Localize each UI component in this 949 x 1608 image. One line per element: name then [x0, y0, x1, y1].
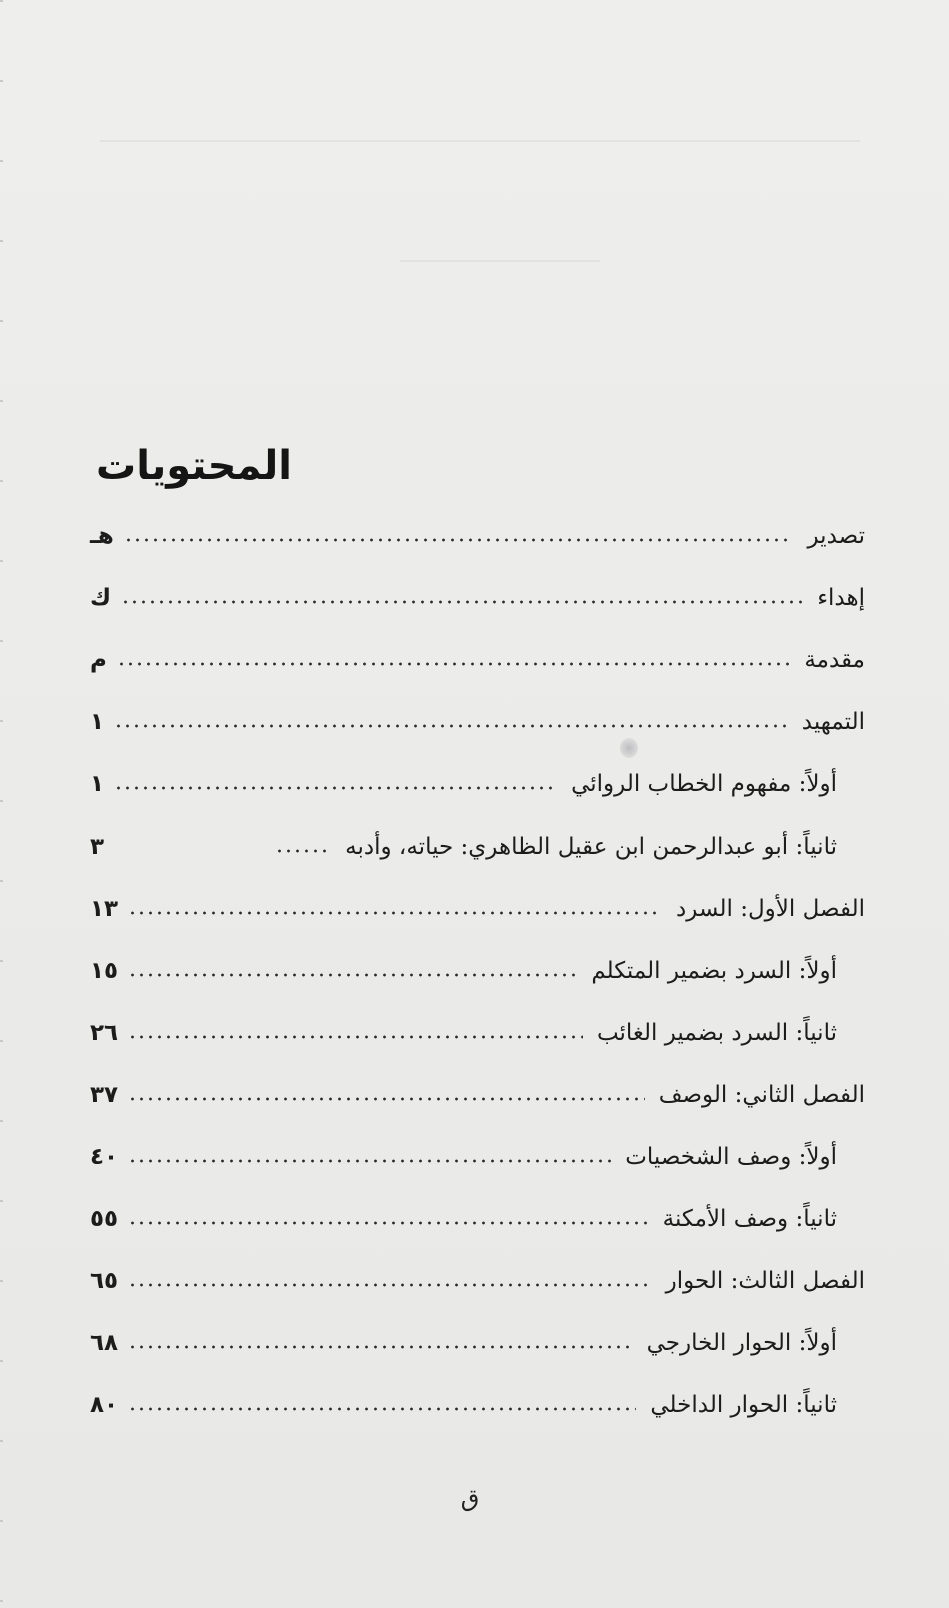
- toc-page-number: ٨٠: [90, 1392, 119, 1419]
- toc-page-number: ٤٠: [90, 1143, 119, 1170]
- dot-leader: [128, 1221, 649, 1225]
- dot-leader: [128, 911, 662, 915]
- toc-entry-label: الفصل الثالث: الحوار: [665, 1268, 865, 1295]
- dot-leader: [128, 1097, 645, 1101]
- page-folio: ق: [460, 1484, 480, 1512]
- toc-row: [90, 1002, 865, 1064]
- toc-page-number: ٥٥: [90, 1206, 119, 1233]
- toc-row: [90, 691, 865, 753]
- show-through-line: [400, 260, 600, 262]
- toc-row: [90, 505, 865, 567]
- toc-entry-label: الفصل الأول: السرد: [676, 895, 865, 922]
- page-edge-marks: [0, 0, 3, 1608]
- toc-row: [90, 753, 865, 815]
- toc-entry-label: ثانياً: السرد بضمير الغائب: [596, 1019, 837, 1046]
- toc-row: [90, 940, 865, 1002]
- toc-entry-label: التمهيد: [801, 709, 865, 736]
- toc-page-number: ١: [90, 709, 105, 736]
- toc-row: [90, 1064, 865, 1126]
- toc-entry-label: ثانياً: الحوار الداخلي: [650, 1392, 837, 1419]
- dot-leader: [121, 600, 803, 604]
- toc-row: [90, 567, 865, 629]
- toc-entry-label: ثانياً: أبو عبدالرحمن ابن عقيل الظاهري: حياته، وأدبه: [345, 833, 837, 860]
- toc-entry-label: مقدمة: [804, 647, 865, 674]
- toc-entry-label: الفصل الثاني: الوصف: [658, 1081, 865, 1108]
- dot-leader: [128, 973, 577, 977]
- dot-leader: [128, 1035, 583, 1039]
- toc-row: [90, 1312, 865, 1374]
- toc-page-number: ٣: [90, 833, 105, 860]
- dot-leader: [128, 1159, 611, 1163]
- toc-row: [90, 1374, 865, 1436]
- table-of-contents: [90, 505, 865, 1445]
- toc-row: [90, 629, 865, 691]
- toc-entry-label: ثانياً: وصف الأمكنة: [662, 1206, 837, 1233]
- toc-entry-label: تصدير: [807, 523, 865, 550]
- dot-leader: [114, 786, 557, 790]
- toc-page-number: ٢٦: [90, 1019, 119, 1046]
- toc-page-number: م: [90, 647, 107, 674]
- toc-page-number: ١٣: [90, 895, 119, 922]
- toc-page-number: ك: [90, 585, 112, 612]
- toc-page-number: ١: [90, 771, 105, 798]
- dot-leader: [275, 849, 331, 853]
- toc-entry-label: أولاً: السرد بضمير المتكلم: [591, 957, 837, 984]
- toc-entry-label: إهداء: [817, 585, 865, 612]
- toc-row: [90, 1126, 865, 1188]
- dot-leader: [128, 1407, 636, 1411]
- toc-row: [90, 815, 865, 877]
- toc-entry-label: أولاً: وصف الشخصيات: [625, 1143, 837, 1170]
- toc-page-number: ١٥: [90, 957, 119, 984]
- toc-page-number: ٣٧: [90, 1081, 119, 1108]
- dot-leader: [128, 1345, 633, 1349]
- dot-leader: [128, 1283, 652, 1287]
- toc-entry-label: أولاً: مفهوم الخطاب الروائي: [571, 771, 837, 798]
- page-title: المحتويات: [96, 443, 293, 489]
- toc-row: [90, 878, 865, 940]
- toc-page-number: ٦٥: [90, 1268, 119, 1295]
- toc-entry-label: أولاً: الحوار الخارجي: [646, 1330, 837, 1357]
- dot-leader: [124, 538, 794, 542]
- show-through-line: [100, 140, 860, 142]
- toc-page-number: هـ: [90, 523, 114, 550]
- toc-row: [90, 1188, 865, 1250]
- dot-leader: [117, 662, 790, 666]
- toc-row: [90, 1250, 865, 1312]
- dot-leader: [114, 724, 788, 728]
- toc-page-number: ٦٨: [90, 1330, 119, 1357]
